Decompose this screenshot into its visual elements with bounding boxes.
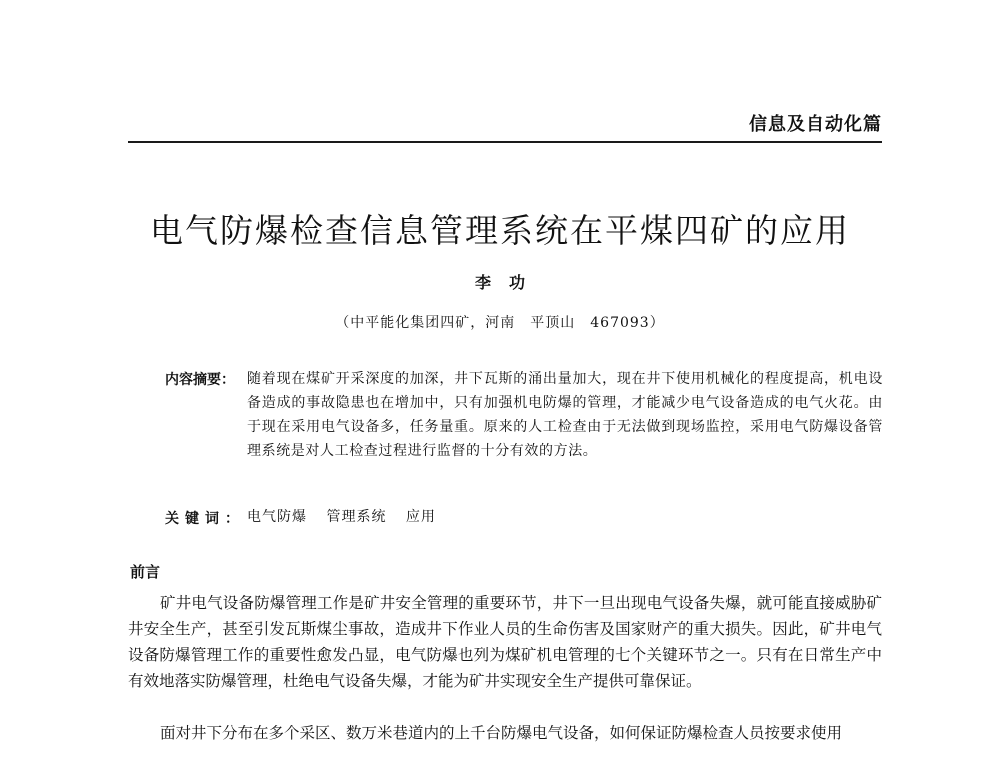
abstract-text: 随着现在煤矿开采深度的加深，井下瓦斯的涌出量加大，现在井下使用机械化的程度提高，机电设备造成的事故隐患也在增加中，只有加强机电防爆的管理，才能减少电气设备造成的电气火花。由于现在采用电气设备多，任务量重。原来的人工检查由于无法做到现场监控，采用电气防爆设备管理系统是对人工检查过程进行监督的十分有效的方法。 — [247, 371, 883, 459]
article-title: 电气防爆检查信息管理系统在平煤四矿的应用 — [150, 211, 850, 250]
body-paragraph: 面对井下分布在多个采区、数万米巷道内的上千台防爆电气设备，如何保证防爆检查人员按要求使用 — [160, 724, 843, 742]
section-label: 信息及自动化篇 — [749, 114, 882, 135]
preface-heading: 前言 — [130, 563, 161, 581]
abstract-label: 内容摘要： — [165, 372, 235, 388]
keywords-text: 电气防爆 管理系统 应用 — [247, 509, 436, 525]
body-paragraph: 矿井电气设备防爆管理工作是矿井安全管理的重要环节，井下一旦出现电气设备失爆，就可能直接威胁矿井安全生产，甚至引发瓦斯煤尘事故，造成井下作业人员的生命伤害及国家财产的重大损失。因此，矿井电气设备防爆管理工作的重要性愈发凸显，电气防爆也列为煤矿机电管理的七个关键环节之一。只有在日常生产中有效地落实防爆管理，杜绝电气设备失爆，才能为矿井实现安全生产提供可靠保证。 — [128, 594, 882, 690]
header-rule — [128, 141, 882, 143]
keywords-label: 关键词： — [165, 511, 245, 527]
author-affiliation: （中平能化集团四矿，河南 平顶山 467093） — [335, 315, 665, 331]
author-name: 李功 — [474, 273, 543, 292]
